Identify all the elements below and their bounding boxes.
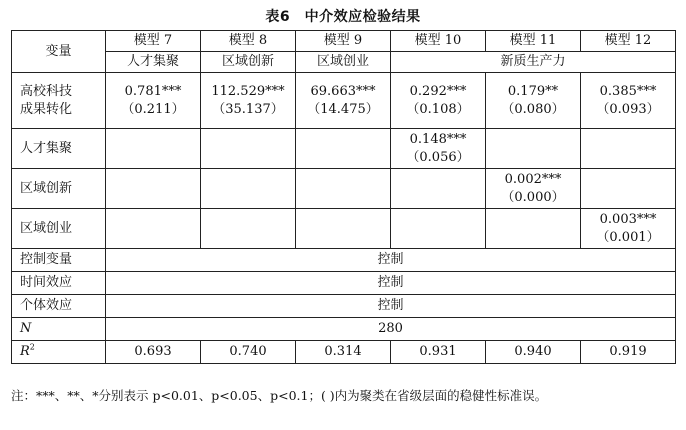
empty-cell (201, 169, 296, 209)
r2-value: 0.931 (391, 341, 486, 364)
header-row-models (12, 31, 676, 52)
row-label (12, 341, 106, 364)
coef-cell (296, 73, 391, 129)
coefficient: 0.179** (507, 83, 559, 99)
merged-cell: 控制 (106, 272, 676, 295)
table-row (12, 169, 676, 209)
table-row (12, 209, 676, 249)
r-squared-sup: 2 (29, 342, 35, 352)
empty-cell (296, 129, 391, 169)
table-row (12, 249, 676, 272)
empty-cell (201, 129, 296, 169)
coef-cell (581, 209, 676, 249)
coef-cell (486, 73, 581, 129)
standard-error: （35.137） (212, 101, 284, 117)
header-row-dependents (12, 52, 676, 73)
coef-cell (391, 129, 486, 169)
empty-cell (106, 129, 201, 169)
dependent-header: 人才集聚 (106, 52, 201, 73)
model-header: 模型 8 (201, 31, 296, 52)
coef-cell (581, 73, 676, 129)
empty-cell (296, 209, 391, 249)
r2-value: 0.693 (106, 341, 201, 364)
coefficient: 0.781*** (124, 83, 182, 99)
standard-error: （0.000） (501, 190, 565, 205)
coef-cell (486, 169, 581, 209)
model-header: 模型 11 (486, 31, 581, 52)
coefficient: 0.003*** (599, 212, 657, 227)
table-row (12, 73, 676, 129)
dependent-header: 区域创新 (201, 52, 296, 73)
standard-error: （0.080） (501, 101, 565, 117)
table-note: 注：***、**、*分别表示 p<0.01、p<0.05、p<0.1；( )内为聚类在省级层面的稳健性标准误。 (11, 388, 548, 403)
standard-error: （0.001） (596, 230, 660, 245)
standard-error: （0.056） (406, 150, 470, 165)
merged-cell: 控制 (106, 249, 676, 272)
standard-error: （0.211） (121, 101, 185, 117)
table-row (12, 341, 676, 364)
dependent-header: 区域创业 (296, 52, 391, 73)
table-row (12, 272, 676, 295)
row-label: 区域创业 (12, 209, 106, 249)
r2-value: 0.314 (296, 341, 391, 364)
r2-value: 0.940 (486, 341, 581, 364)
row-label-line: 高校科技 (20, 83, 73, 99)
coefficient: 0.292*** (409, 83, 467, 99)
coefficient: 0.002*** (504, 172, 562, 187)
coef-cell (201, 73, 296, 129)
r-squared-base: R (20, 344, 30, 359)
empty-cell (391, 209, 486, 249)
empty-cell (201, 209, 296, 249)
row-label: N (12, 318, 106, 341)
row-label: 时间效应 (12, 272, 106, 295)
empty-cell (391, 169, 486, 209)
merged-cell: 280 (106, 318, 676, 341)
row-label: 控制变量 (12, 249, 106, 272)
row-label: 人才集聚 (12, 129, 106, 169)
empty-cell (486, 129, 581, 169)
model-header: 模型 10 (391, 31, 486, 52)
coef-cell (391, 73, 486, 129)
table-row (12, 295, 676, 318)
row-label-line: 成果转化 (20, 101, 73, 117)
empty-cell (581, 169, 676, 209)
dependent-header: 新质生产力 (391, 52, 676, 73)
row-label: 区域创新 (12, 169, 106, 209)
variable-header: 变量 (12, 31, 106, 73)
model-header: 模型 9 (296, 31, 391, 52)
regression-table (11, 30, 676, 364)
merged-cell: 控制 (106, 295, 676, 318)
coefficient: 69.663*** (310, 83, 376, 99)
row-label: 个体效应 (12, 295, 106, 318)
table-title: 表6 中介效应检验结果 (265, 9, 421, 25)
r2-value: 0.919 (581, 341, 676, 364)
table-row (12, 318, 676, 341)
empty-cell (296, 169, 391, 209)
empty-cell (106, 209, 201, 249)
empty-cell (486, 209, 581, 249)
standard-error: （14.475） (307, 101, 379, 117)
empty-cell (581, 129, 676, 169)
empty-cell (106, 169, 201, 209)
standard-error: （0.108） (406, 101, 470, 117)
table-row (12, 129, 676, 169)
coefficient: 0.148*** (409, 132, 467, 147)
coef-cell (106, 73, 201, 129)
coefficient: 112.529*** (211, 83, 285, 99)
coefficient: 0.385*** (599, 83, 657, 99)
model-header: 模型 7 (106, 31, 201, 52)
standard-error: （0.093） (596, 101, 660, 117)
r2-value: 0.740 (201, 341, 296, 364)
model-header: 模型 12 (581, 31, 676, 52)
row-label (12, 73, 106, 129)
